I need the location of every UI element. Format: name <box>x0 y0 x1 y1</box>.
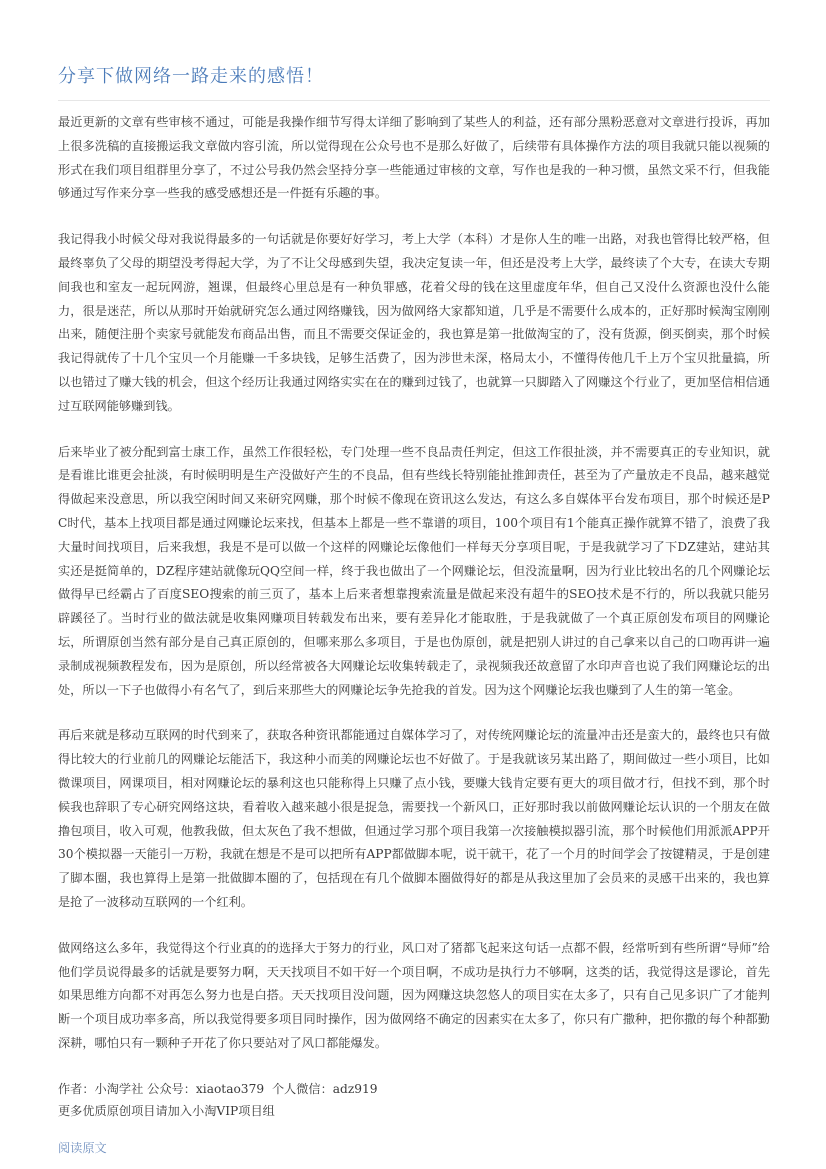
paragraph: 后来毕业了被分配到富士康工作，虽然工作很轻松，专门处理一些不良品责任判定，但这工作很扯淡，并不需要真正的专业知识，就是看谁比谁更会扯淡，有时候明明是生产没做好产生的不良品，但有些线长特别能扯推卸责任，甚至为了产量放走不良品，越来越觉得做起来没意思，所以我空闲时间又来研究网赚，那个时候不像现在资讯这么发达，有这么多自媒体平台发布项目，那个时候还是PC时代，基本上找项目都是通过网赚论坛来找，但基本上都是一些不靠谱的项目，100个项目有1个能真正操作就算不错了，浪费了我大量时间找项目，后来我想，我是不是可以做一个这样的网赚论坛像他们一样每天分享项目呢，于是我就学习了下DZ建站，建站其实还是挺简单的，DZ程序建站就像玩QQ空间一样，终于我也做出了一个网赚论坛，但没流量啊，因为行业比较出名的几个网赚论坛做得早已经霸占了百度SEO搜索的前三页了，基本上后来者想靠搜索流量是做起来没有超牛的SEO技术是不行的，所以我就只能另辟蹊径了。当时行业的做法就是收集网赚项目转载发布出来，要有差异化才能取胜，于是我就做了一个真正原创发布项目的网赚论坛，所谓原创当然有部分是自己真正原创的，但哪来那么多项目，于是也伪原创，就是把别人讲过的自己拿来以自己的口吻再讲一遍录制成视频教程发布，因为是原创，所以经常被各大网赚论坛收集转载走了，录视频我还故意留了水印声音也说了我们网赚论坛的出处，所以一下子也做得小有名气了，到后来那些大的网赚论坛争先抢我的首发。因为这个网赚论坛我也赚到了人生的第一笔金。 <box>58 444 770 697</box>
article-title: 分享下做网络一路走来的感悟！ <box>58 0 770 101</box>
author-info <box>58 1078 770 1122</box>
paragraph: 最近更新的文章有些审核不通过，可能是我操作细节写得太详细了影响到了某些人的利益，还有部分黑粉恶意对文章进行投诉，再加上很多洗稿的直接搬运我文章做内容引流，所以觉得现在公众号也不是那么好做了，后续带有具体操作方法的项目我就只能以视频的形式在我们项目组群里分享了，不过公号我仍然会坚持分享一些能通过审核的文章，写作也是我的一种习惯，虽然文采不行，但我能够通过写作来分享一些我的感受感想还是一件挺有乐趣的事。 <box>58 115 770 201</box>
article-body <box>58 101 770 1158</box>
author-line <box>58 1078 770 1100</box>
promo-line: 更多优质原创项目请加入小淘VIP项目组 <box>58 1103 275 1118</box>
author-line-text: 作者：小淘学社 公众号：xiaotao379 个人微信：adz919 <box>58 1081 378 1096</box>
paragraph: 再后来就是移动互联网的时代到来了，获取各种资讯都能通过自媒体学习了，对传统网赚论坛的流量冲击还是蛮大的，最终也只有做得比较大的行业前几的网赚论坛能活下，我这种小而美的网赚论坛也不好做了。于是我就该另某出路了，期间做过一些小项目，比如微课项目，网课项目，相对网赚论坛的暴利这也只能称得上只赚了点小钱，要赚大钱肯定要有更大的项目做才行，但找不到，那个时候我也辞职了专心研究网络这块，看着收入越来越小很是捉急，需要找一个新风口，正好那时我以前做网赚论坛认识的一个朋友在做撸包项目，收入可观，他教我做，但太灰色了我不想做，但通过学习那个项目我第一次接触模拟器引流，那个时候他们用派派APP开30个模拟器一天能引一万粉，我就在想是不是可以把所有APP都做脚本呢，说干就干，花了一个月的时间学会了按键精灵，于是创建了脚本圈，我也算得上是第一批做脚本圈的了，包括现在有几个做脚本圈做得好的都是从我这里加了会员来的灵感干出来的，我也算是抢了一波移动互联网的一个红利。 <box>58 728 770 909</box>
paragraph: 我记得我小时候父母对我说得最多的一句话就是你要好好学习，考上大学（本科）才是你人生的唯一出路，对我也管得比较严格，但最终辜负了父母的期望没考得起大学，为了不让父母感到失望，我决定复读一年，但还是没考上大学，最终读了个大专，在读大专期间我也和室友一起玩网游，翘课，但最终心里总是有一种负罪感，花着父母的钱在这里虚度年华，但自己又没什么资源也没什么能力，很是迷茫，所以从那时开始就研究怎么通过网络赚钱，因为做网络大家都知道，几乎是不需要什么成本的，正好那时候淘宝刚刚出来，随便注册个卖家号就能发布商品出售，而且不需要交保证金的，我也算是第一批做淘宝的了，没有货源，倒买倒卖，那个时候我记得就传了十几个宝贝一个月能赚一千多块钱，足够生活费了，因为涉世未深，格局太小，不懂得传他几千上万个宝贝批量搞，所以也错过了赚大钱的机会，但这个经历让我通过网络实实在在的赚到过钱了，也就算一只脚踏入了网赚这个行业了，更加坚信相信通过互联网能够赚到钱。 <box>58 232 770 413</box>
paragraph: 做网络这么多年，我觉得这个行业真的的选择大于努力的行业，风口对了猪都飞起来这句话一点都不假，经常听到有些所谓“导师”给他们学员说得最多的话就是要努力啊，天天找项目不如干好一个项目啊，不成功是执行力不够啊，这类的话，我觉得这是谬论，首先如果思维方向都不对再怎么努力也是白搭。天天找项目没问题，因为网赚这块忽悠人的项目实在太多了，只有自己见多识广了才能判断一个项目成功率多高，所以我觉得要多项目同时操作，因为做网络不确定的因素实在太多了，你只有广撒种，把你撒的每个种都勤深耕，哪怕只有一颗种子开花了你只要站对了风口都能爆发。 <box>58 940 770 1050</box>
article-page <box>58 0 770 1158</box>
read-original-link[interactable]: 阅读原文 <box>58 1140 107 1155</box>
